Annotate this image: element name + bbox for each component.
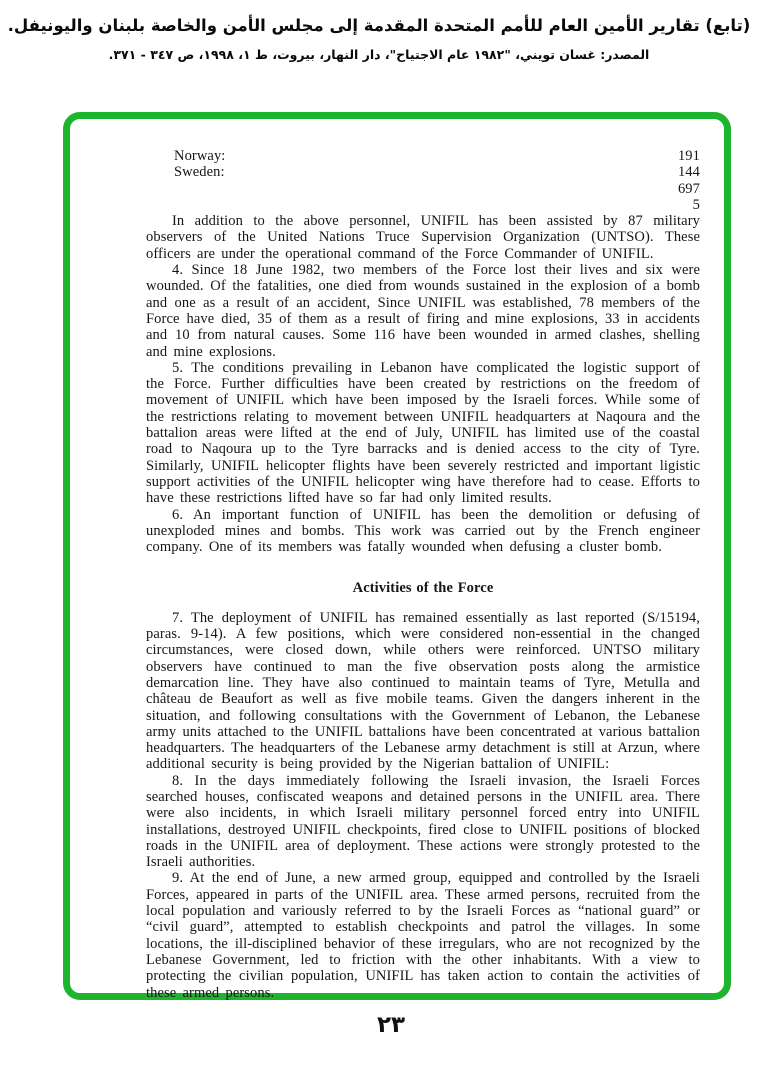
contribution-row [146, 197, 700, 213]
paragraph-8: 8. In the days immediately following the Israeli invasion, the Israeli Forces searched houses, confiscated weapons and detained persons in the UNIFIL area. There were also incidents, in which Israeli military personnel forced entry into UNIFIL installations, destroyed UNIFIL checkpoints, fired close to UNIFIL positions of blocked roads in the UNIFIL area of deployment. These actions were strongly protested to the Israeli authorities. [146, 772, 700, 871]
troop-count: 5 [692, 196, 700, 213]
contribution-row [146, 164, 700, 180]
paragraph-4: 4. Since 18 June 1982, two members of the Force lost their lives and six were wounded. Of the fatalities, one died from wounds sustained in the explosion of a bomb and one as a result of an accident, Since UNIFIL was established, 78 members of the Force have died, 35 of them as a result of firing and mine explosions, 33 in accidents and 10 from natural causes. Some 116 have been wounded in armed clashes, shelling and mine explosions. [146, 262, 700, 360]
paragraph-9: 9. At the end of June, a new armed group, equipped and controlled by the Israeli Forces, appeared in parts of the UNIFIL area. These armed persons, recruited from the local population and variously referred to by the Israeli Forces as “national guard” or “civil guard”, attempted to establish checkpoints and patrol the villages. In some locations, the ill-disciplined behavior of these irregulars, who are not recognized by the Lebanese Government, led to friction with the other inhabitants. With a view to protecting the civilian population, UNIFIL has taken action to contain the activities of these armed persons. [146, 870, 700, 1001]
contribution-row [146, 148, 700, 164]
country-label: Norway: [174, 148, 226, 164]
paragraph-6: 6. An important function of UNIFIL has been the demolition or defusing of unexploded mines and bombs. This work was carried out by the French engineer company. One of its members was fatally wounded when defusing a cluster bomb. [146, 506, 700, 556]
troop-count: 191 [677, 148, 700, 164]
paragraph-intro: In addition to the above personnel, UNIFIL has been assisted by 87 military observers of the United Nations Truce Supervision Organization (UNTSO). These officers are under the operational command of the Force Commander of UNIFIL. [146, 213, 700, 262]
section-heading: Activities of the Force [352, 580, 494, 597]
arabic-source-line: المصدر: غسان تويني، "١٩٨٢ عام الاجتياح"، دار النهار، بيروت، ط ١، ١٩٩٨، ص ٣٤٧ - ٣٧١. [108, 47, 650, 62]
country-label: Sweden: [174, 164, 225, 181]
body-text-column [146, 148, 700, 1001]
troop-count: 144 [677, 164, 700, 181]
troop-count: 697 [677, 180, 700, 197]
page-number: ٢٣ [376, 1012, 406, 1038]
contribution-row [146, 181, 700, 197]
green-border-frame [63, 112, 731, 1000]
arabic-header [0, 12, 758, 67]
country-label [146, 197, 174, 213]
paragraph-7: 7. The deployment of UNIFIL has remained essentially as last reported (S/15194, paras. 9-14). A few positions, which were considered non-essential in the changed circumstances, were closed down, while others were reinforced. UNTSO military observers have continued to man the five observation posts along the armistice demarcation line. They have also continued to maintain teams of Tyre, Metulla and château de Beaufort as well as five mobile teams. Given the dangers inherent in the situation, and following consultations with the Government of Lebanon, the Lebanese army units attached to the UNIFIL battalions have been concentrated at various battalion headquarters. The headquarters of the Lebanese army detachment is still at Arzun, where additional security is being provided by the Nigerian battalion of UNIFIL: [146, 609, 700, 773]
paragraph-5: 5. The conditions prevailing in Lebanon have complicated the logistic support of the Force. Further difficulties have been created by restrictions on the freedom of movement of UNIFIL which have been imposed by the Israeli forces. While some of the restrictions relating to movement between UNIFIL headquarters at Naqoura and the battalion areas were lifted at the end of July, UNIFIL has limited use of the coastal road to Naqoura up to the Tyre barracks and is denied access to the city of Tyre. Similarly, UNIFIL helicopter flights have been severely restricted and important ligistic support activities of the UNIFIL helicopter wing have therefore had to cease. Efforts to have these restrictions lifted have so far had only limited results. [146, 359, 700, 507]
country-label [146, 181, 174, 197]
arabic-title: (تابع) تقارير الأمين العام للأمم المتحدة المقدمة إلى مجلس الأمن والخاصة بلبنان واليونيفل. [7, 16, 751, 35]
